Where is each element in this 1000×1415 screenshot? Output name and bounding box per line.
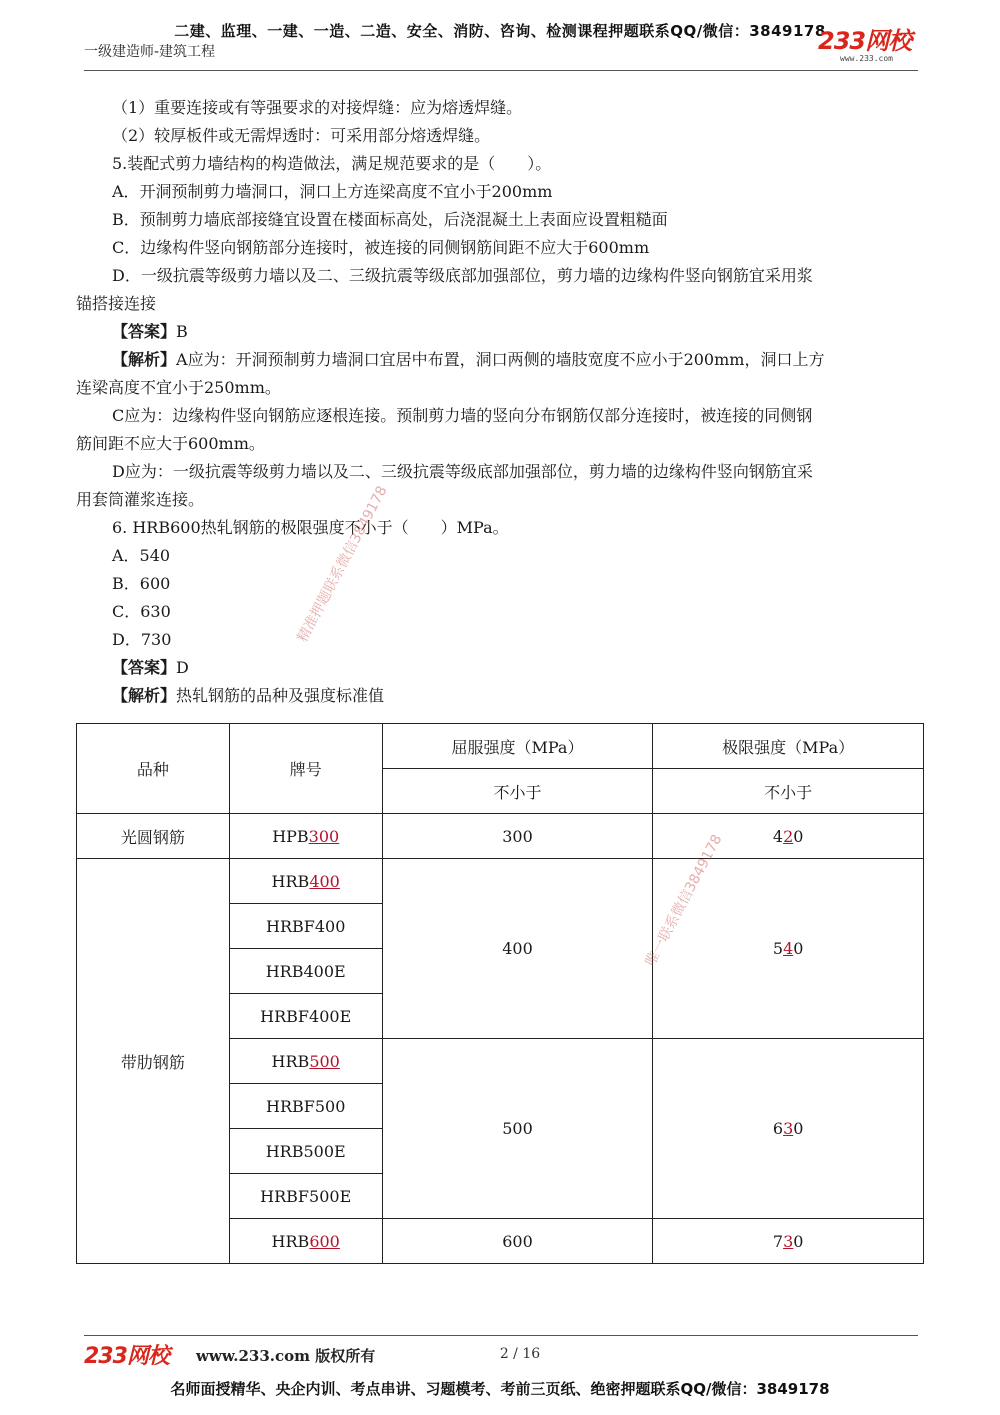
q6-answer-value: D xyxy=(176,658,189,677)
explanation-tag: 【解析】 xyxy=(112,686,177,705)
q5-answer-value: B xyxy=(176,322,188,341)
watermark-1: 精准押题联系微信3849178 xyxy=(294,483,391,645)
grade-hrb400e: HRB400E xyxy=(229,949,382,994)
q5-explanation-c-cont: 筋间距不应大于600mm。 xyxy=(76,434,265,453)
q5-option-c: C．边缘构件竖向钢筋部分连接时，被连接的同侧钢筋间距不应大于600mm xyxy=(112,238,650,257)
grade-hrb600 xyxy=(229,1219,382,1264)
yield-hpb300: 300 xyxy=(382,814,653,859)
grade-prefix: HRB xyxy=(271,1051,310,1071)
watermark-2: 唯一联系微信3849178 xyxy=(642,832,726,969)
grade-highlight: 600 xyxy=(309,1231,340,1251)
q5-option-d-cont: 锚搭接连接 xyxy=(76,294,157,313)
q6-option-c: C．630 xyxy=(112,602,171,621)
q5-explanation-a-text: A应为：开洞预制剪力墙洞口宜居中布置，洞口两侧的墙肢宽度不应小于200mm，洞口上方 xyxy=(176,350,825,369)
q6-option-a: A．540 xyxy=(112,546,171,565)
brand-logo-site: www.233.com xyxy=(840,54,893,63)
grade-hrb400 xyxy=(229,859,382,904)
footer-copyright: www.233.com 版权所有 xyxy=(196,1347,376,1365)
brand-logo-text: 233网校 xyxy=(818,27,912,55)
table-header-row xyxy=(77,724,924,769)
table-row xyxy=(77,814,924,859)
digit: 5 xyxy=(772,939,784,958)
q5-option-a: A．开洞预制剪力墙洞口，洞口上方连梁高度不宜小于200mm xyxy=(112,182,553,201)
grade-hrbf500: HRBF500 xyxy=(229,1084,382,1129)
q6-answer xyxy=(76,654,928,682)
bottom-contact-banner: 名师面授精华、央企内训、考点串讲、习题模考、考前三页纸、绝密押题联系QQ/微信：3849178 xyxy=(170,1380,830,1398)
explanation-tag: 【解析】 xyxy=(112,350,177,369)
rebar-strength-table xyxy=(76,723,924,1264)
digit: 7 xyxy=(772,1231,784,1251)
grade-hrbf400: HRBF400 xyxy=(229,904,382,949)
document-body xyxy=(76,94,928,710)
q5-explanation-a xyxy=(76,346,928,374)
digit: 0 xyxy=(793,1231,804,1251)
weld-rule-2: （2）较厚板件或无需焊透时：可采用部分熔透焊缝。 xyxy=(112,126,491,145)
top-contact-banner: 二建、监理、一建、一造、二造、安全、消防、咨询、检测课程押题联系QQ/微信：3849178 xyxy=(174,22,826,40)
grade-hrb500 xyxy=(229,1039,382,1084)
digit-highlight: 3 xyxy=(783,1119,794,1138)
digit: 6 xyxy=(772,1119,784,1138)
weld-rule-1: （1）重要连接或有等强要求的对接焊缝：应为熔透焊缝。 xyxy=(112,98,523,117)
answer-tag: 【答案】 xyxy=(112,322,177,341)
grade-hrbf400e: HRBF400E xyxy=(229,994,382,1039)
question-6: 6. HRB600热轧钢筋的极限强度不小于（ ）MPa。 xyxy=(112,518,509,537)
q5-explanation-d-cont: 用套筒灌浆连接。 xyxy=(76,490,205,509)
q6-explanation-text: 热轧钢筋的品种及强度标准值 xyxy=(176,686,385,705)
grade-hpb300 xyxy=(229,814,382,859)
header-divider xyxy=(84,70,918,71)
digit-highlight: 2 xyxy=(783,826,794,846)
q5-option-d: D．一级抗震等级剪力墙以及二、三级抗震等级底部加强部位，剪力墙的边缘构件竖向钢筋宜采用浆 xyxy=(112,266,813,285)
table-row xyxy=(77,859,924,904)
header-yield-min: 不小于 xyxy=(382,769,653,814)
page-number: 2 / 16 xyxy=(499,1346,541,1362)
yield-600: 600 xyxy=(382,1219,653,1264)
q5-explanation-c: C应为：边缘构件竖向钢筋应逐根连接。预制剪力墙的竖向分布钢筋仅部分连接时，被连接的同侧钢 xyxy=(112,406,813,425)
brand-logo xyxy=(818,28,918,64)
grade-highlight: 500 xyxy=(309,1051,340,1071)
yield-500-group: 500 xyxy=(382,1039,653,1219)
digit: 0 xyxy=(793,939,804,958)
header-ultimate-min: 不小于 xyxy=(653,769,924,814)
grade-hrb500e: HRB500E xyxy=(229,1129,382,1174)
type-ribbed: 带肋钢筋 xyxy=(77,859,230,1264)
digit: 0 xyxy=(793,826,804,846)
yield-400-group: 400 xyxy=(382,859,653,1039)
question-5: 5.装配式剪力墙结构的构造做法，满足规范要求的是（ ）。 xyxy=(112,154,552,173)
document-subtitle: 一级建造师-建筑工程 xyxy=(84,44,216,60)
q6-option-b: B．600 xyxy=(112,574,171,593)
ultimate-hpb300 xyxy=(653,814,924,859)
q5-explanation-a-cont: 连梁高度不宜小于250mm。 xyxy=(76,378,281,397)
header-ultimate: 极限强度（MPa） xyxy=(653,724,924,769)
header-type: 品种 xyxy=(77,724,230,814)
footer-divider xyxy=(84,1335,918,1336)
grade-prefix: HRB xyxy=(271,1231,310,1251)
grade-hrbf500e: HRBF500E xyxy=(229,1174,382,1219)
digit-highlight: 4 xyxy=(783,939,794,958)
grade-prefix: HPB xyxy=(272,826,309,846)
q6-explanation xyxy=(76,682,928,710)
q6-option-d: D．730 xyxy=(112,630,172,649)
digit: 4 xyxy=(772,826,784,846)
q5-option-b: B．预制剪力墙底部接缝宜设置在楼面标高处，后浇混凝土上表面应设置粗糙面 xyxy=(112,210,668,229)
digit: 0 xyxy=(793,1119,804,1138)
ultimate-500-group xyxy=(653,1039,924,1219)
answer-tag: 【答案】 xyxy=(112,658,177,677)
header-grade: 牌号 xyxy=(229,724,382,814)
ultimate-600 xyxy=(653,1219,924,1264)
footer-logo: 233网校 xyxy=(84,1344,169,1369)
grade-prefix: HRB xyxy=(271,871,310,891)
type-plain-round: 光圆钢筋 xyxy=(77,814,230,859)
q5-explanation-d: D应为：一级抗震等级剪力墙以及二、三级抗震等级底部加强部位，剪力墙的边缘构件竖向钢筋宜采 xyxy=(112,462,813,481)
grade-highlight: 300 xyxy=(308,826,340,846)
header-yield: 屈服强度（MPa） xyxy=(382,724,653,769)
q5-answer xyxy=(76,318,928,346)
grade-highlight: 400 xyxy=(309,871,340,891)
digit-highlight: 3 xyxy=(783,1231,794,1251)
